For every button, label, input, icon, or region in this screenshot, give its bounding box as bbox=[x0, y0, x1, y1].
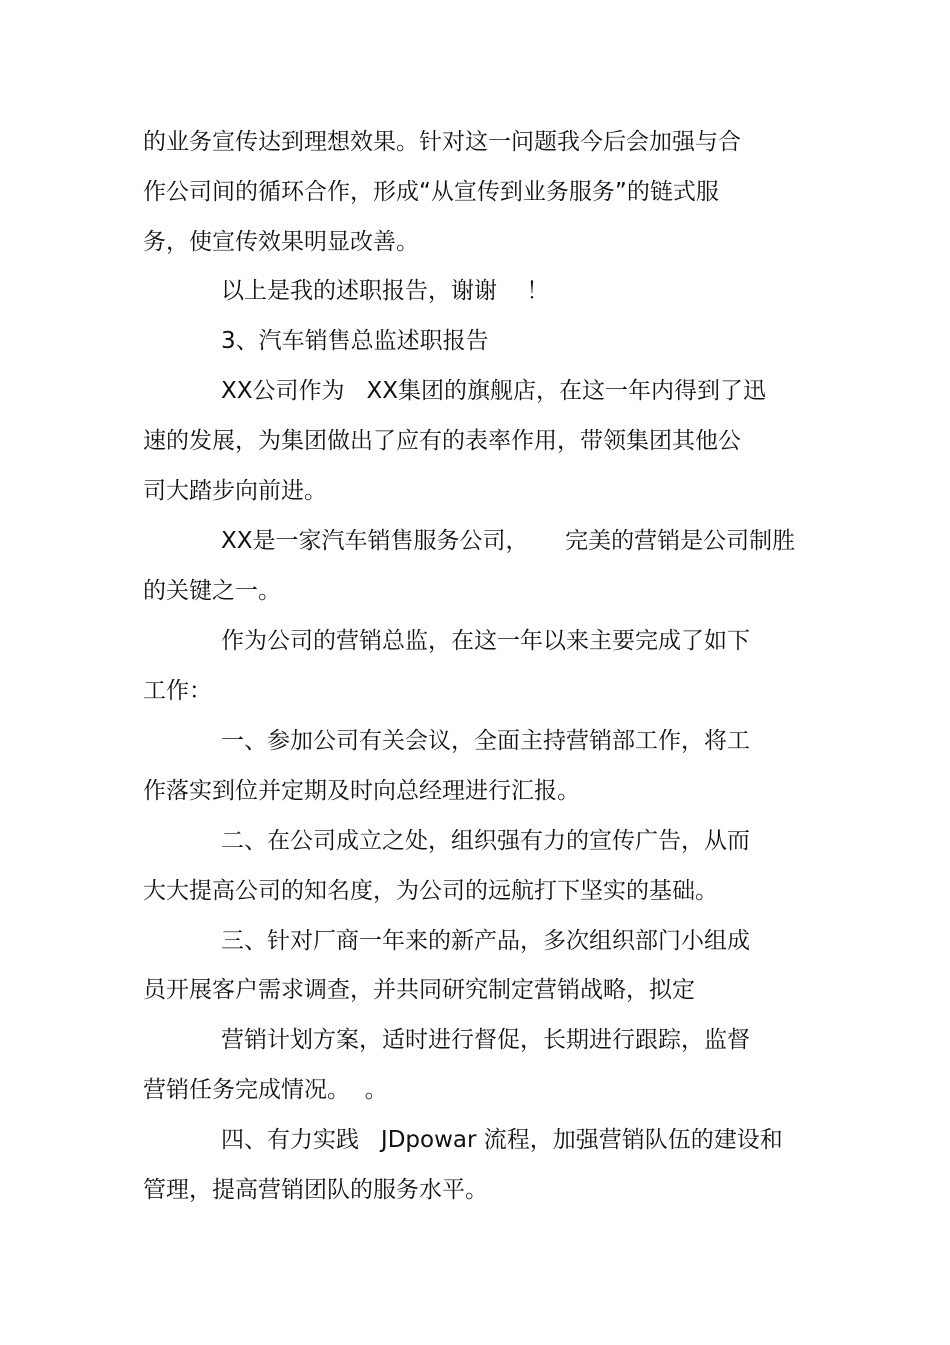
text-line: 工作： bbox=[143, 678, 212, 704]
text-line: 营销任务完成情况。 。 bbox=[143, 1077, 388, 1103]
text-line: 以上是我的述职报告，谢谢 ！ bbox=[221, 278, 550, 304]
text-line: 作为公司的营销总监，在这一年以来主要完成了如下 bbox=[221, 628, 750, 654]
text-line: 速的发展，为集团做出了应有的表率作用，带领集团其他公 bbox=[143, 428, 741, 454]
text-line: 四、有力实践 JDpowar 流程，加强营销队伍的建设和 bbox=[221, 1127, 783, 1153]
text-line: 二、在公司成立之处，组织强有力的宣传广告，从而 bbox=[221, 828, 750, 854]
text-line: 营销计划方案，适时进行督促，长期进行跟踪，监督 bbox=[221, 1027, 750, 1053]
text-line: XX是一家汽车销售服务公司， 完美的营销是公司制胜 bbox=[221, 528, 796, 554]
text-line: 的关键之一。 bbox=[143, 578, 281, 604]
section-heading: 3、汽车销售总监述职报告 bbox=[221, 328, 489, 354]
text-line: 作公司间的循环合作，形成“从宣传到业务服务”的链式服 bbox=[143, 179, 719, 205]
text-line: 管理，提高营销团队的服务水平。 bbox=[143, 1177, 488, 1203]
text-line: XX公司作为 XX集团的旗舰店，在这一年内得到了迅 bbox=[221, 378, 766, 404]
text-line: 的业务宣传达到理想效果。针对这一问题我今后会加强与合 bbox=[143, 129, 741, 155]
text-line: 三、针对厂商一年来的新产品，多次组织部门小组成 bbox=[221, 928, 750, 954]
text-line: 一、参加公司有关会议，全面主持营销部工作，将工 bbox=[221, 728, 750, 754]
text-line: 员开展客户需求调查，并共同研究制定营销战略，拟定 bbox=[143, 977, 695, 1003]
text-line: 大大提高公司的知名度，为公司的远航打下坚实的基础。 bbox=[143, 878, 718, 904]
text-line: 司大踏步向前进。 bbox=[143, 478, 327, 504]
text-line: 作落实到位并定期及时向总经理进行汇报。 bbox=[143, 778, 580, 804]
text-line: 务，使宣传效果明显改善。 bbox=[143, 229, 419, 255]
